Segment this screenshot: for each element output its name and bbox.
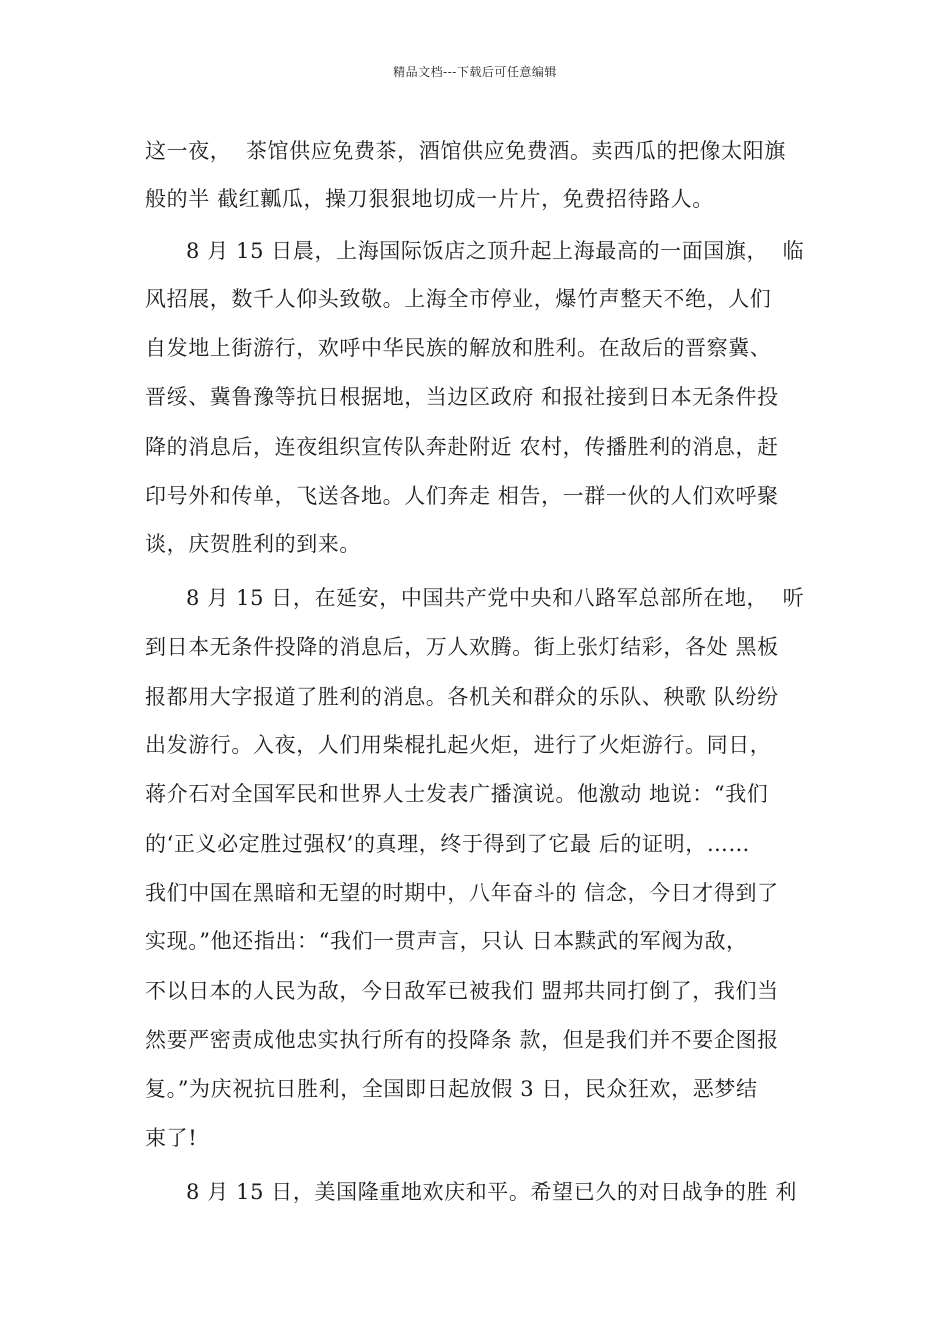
text-line: 报都用大字报道了胜利的消息。各机关和群众的乐队、秧歌 队纷纷 [145, 685, 779, 709]
paragraph-first-line: 8 月 15 日晨，上海国际饭店之顶升起上海最高的一面国旗， 临 [186, 239, 805, 263]
text-line: 束了! [145, 1126, 198, 1150]
text-line: 蒋介石对全国军民和世界人士发表广播演说。他激动 地说：“我们 [145, 782, 769, 806]
text-line: 实现。”他还指出：“我们一贯声言，只认 日本黩武的军阀为敌， [145, 929, 748, 953]
text-line: 降的消息后，连夜组织宣传队奔赴附近 农村，传播胜利的消息，赶 [145, 435, 779, 459]
text-line: 出发游行。入夜，人们用柴棍扎起火炬，进行了火炬游行。同日， [145, 733, 772, 757]
text-line: 然要严密责成他忠实执行所有的投降条 款，但是我们并不要企图报 [145, 1028, 779, 1052]
text-line: 风招展，数千人仰头致敬。上海全市停业，爆竹声整天不绝，人们 [145, 287, 772, 311]
text-line: 晋绥、冀鲁豫等抗日根据地，当边区政府 和报社接到日本无条件投 [145, 385, 779, 409]
text-line: 不以日本的人民为敌，今日敌军已被我们 盟邦共同打倒了，我们当 [145, 979, 779, 1003]
paragraph-first-line: 8 月 15 日，在延安，中国共产党中央和八路军总部所在地， 听 [186, 586, 805, 610]
text-line: 印号外和传单，飞送各地。人们奔走 相告，一群一伙的人们欢呼聚 [145, 484, 779, 508]
page-header: 精品文档---下载后可任意编辑 [393, 65, 557, 79]
text-line: 到日本无条件投降的消息后，万人欢腾。街上张灯结彩，各处 黑板 [145, 635, 779, 659]
paragraph-first-line: 8 月 15 日，美国隆重地欢庆和平。希望已久的对日战争的胜 利 [186, 1180, 797, 1204]
text-line: 般的半 截红瓤瓜，操刀狠狠地切成一片片，免费招待路人。 [145, 187, 714, 211]
text-line: 谈，庆贺胜利的到来。 [145, 532, 361, 556]
text-line: 我们中国在黑暗和无望的时期中，八年奋斗的 信念，今日才得到了 [145, 881, 779, 905]
text-line: 自发地上街游行，欢呼中华民族的解放和胜利。在敌后的晋察冀、 [145, 336, 772, 360]
text-line: 的‘正义必定胜过强权’的真理，终于得到了它最 后的证明，…… [145, 832, 751, 856]
text-line: 复。”为庆祝抗日胜利，全国即日起放假 3 日，民众狂欢，恶梦结 [145, 1077, 758, 1101]
text-line: 这一夜， 茶馆供应免费茶，酒馆供应免费酒。卖西瓜的把像太阳旗 [145, 139, 786, 163]
